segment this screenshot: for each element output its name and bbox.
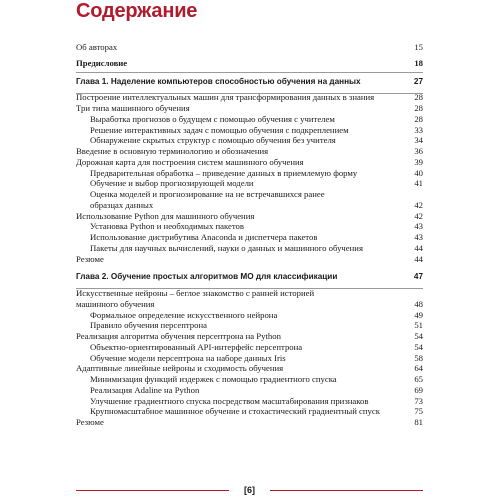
toc-entry-page: 69 bbox=[414, 384, 423, 395]
page-number: [6] bbox=[244, 485, 255, 495]
toc-entry-title: Реализация алгоритма обучения персептрона на Python bbox=[76, 331, 281, 341]
toc-entry-title: Использование Python для машинного обучения bbox=[76, 210, 255, 221]
toc-entry-title: Обучение и выбор прогнозирующей модели bbox=[90, 178, 254, 189]
toc-entry-title: Адаптивные линейные нейроны и сходимость обучения bbox=[76, 363, 284, 374]
toc-entry-title: Решение интерактивных задач с помощью обучения с подкреплением bbox=[90, 124, 349, 135]
toc-entry[interactable] bbox=[76, 146, 423, 157]
toc-entry-page: 54 bbox=[414, 331, 423, 341]
toc-entry-title: машинного обучения bbox=[76, 298, 155, 309]
toc-entry-title: Минимизация функций издержек с помощью градиентного спуска bbox=[90, 374, 337, 384]
toc-entry[interactable] bbox=[76, 417, 423, 428]
toc-entry-title: Предисловие bbox=[76, 57, 128, 68]
toc-entry-page: 65 bbox=[414, 374, 423, 384]
toc-subentry[interactable] bbox=[76, 189, 423, 200]
toc-subentry[interactable] bbox=[76, 243, 423, 254]
toc-subentry[interactable] bbox=[76, 178, 423, 189]
toc-entry-title: Реализация Adaline на Python bbox=[90, 384, 200, 395]
toc-entry-title: Улучшение градиентного спуска посредством масштабирования признаков bbox=[90, 395, 369, 406]
toc-entry-title: Выработка прогнозов о будущем с помощью обучения с учителем bbox=[90, 113, 335, 124]
toc-entry[interactable] bbox=[76, 157, 423, 168]
toc-entry-title: Пакеты для научных вычислений, науки о данных и машинного обучения bbox=[90, 242, 363, 253]
toc-entry[interactable] bbox=[76, 288, 423, 299]
toc-entry-page: 39 bbox=[414, 156, 423, 167]
toc-entry-page: 33 bbox=[414, 124, 423, 135]
toc-entry-page: 27 bbox=[413, 76, 423, 86]
toc-entry-title: Введение в основную терминологию и обозначения bbox=[76, 146, 269, 156]
toc-entry-page: 28 bbox=[414, 113, 423, 124]
toc-entry-page: 81 bbox=[414, 417, 423, 427]
toc-entry-page: 34 bbox=[414, 135, 423, 146]
toc-subentry[interactable] bbox=[76, 310, 423, 321]
toc-entry-title: Формальное определение искусственного нейрона bbox=[90, 309, 278, 320]
toc-entry-title: Обнаружение скрытых структур с помощью обучения без учителя bbox=[90, 135, 336, 146]
toc-subentry[interactable] bbox=[76, 374, 423, 385]
footer-rule bbox=[76, 490, 229, 491]
toc-entry[interactable] bbox=[76, 363, 423, 374]
toc-subentry[interactable] bbox=[76, 125, 423, 136]
toc-entry-title: Установка Python и необходимых пакетов bbox=[90, 221, 245, 232]
toc-entry-page: 75 bbox=[414, 406, 423, 417]
toc-entry-page: 64 bbox=[414, 363, 423, 374]
toc-entry-title: Оценка моделей и прогнозирование на не встречавшихся ранее bbox=[90, 189, 325, 199]
toc-entry-page: 36 bbox=[414, 146, 423, 156]
toc-subentry[interactable] bbox=[76, 168, 423, 179]
toc-entry-continued[interactable] bbox=[76, 299, 423, 310]
toc-subentry[interactable] bbox=[76, 114, 423, 125]
toc-entry-title: Предварительная обработка – приведение данных в приемлемую форму bbox=[90, 167, 358, 178]
toc-entry-page: 40 bbox=[414, 167, 423, 178]
toc-entry-title: образцах данных bbox=[90, 199, 154, 210]
toc-subentry[interactable] bbox=[76, 320, 423, 331]
toc-entry-title: Построение интеллектуальных машин для трансформирования данных в знания bbox=[76, 92, 375, 103]
toc-entry-page: 43 bbox=[414, 221, 423, 232]
toc-entry-title: Правило обучения персептрона bbox=[90, 320, 207, 331]
toc-entry[interactable] bbox=[76, 42, 423, 53]
toc-subentry[interactable] bbox=[76, 396, 423, 407]
toc-entry[interactable] bbox=[76, 92, 423, 103]
toc-entry-title: Об авторах bbox=[76, 42, 118, 52]
toc-entry-title: Резюме bbox=[76, 253, 104, 264]
toc-chapter[interactable] bbox=[76, 77, 423, 88]
toc-entry-page: 18 bbox=[414, 57, 423, 68]
toc-subentry[interactable] bbox=[76, 406, 423, 417]
toc-entry-page: 47 bbox=[413, 272, 423, 282]
toc-entry-page: 28 bbox=[414, 103, 423, 113]
toc-entry-page: 28 bbox=[414, 92, 423, 103]
toc-subentry[interactable] bbox=[76, 353, 423, 364]
toc-entry-title: Обучение модели персептрона на наборе данных Iris bbox=[90, 352, 286, 363]
toc-entry[interactable] bbox=[76, 103, 423, 114]
toc-entry-title: Использование дистрибутива Anaconda и диспетчера пакетов bbox=[90, 232, 318, 242]
toc-entry-page: 44 bbox=[414, 242, 423, 253]
toc-entry-title: Объектно-ориентированный API-интерфейс персептрона bbox=[90, 341, 303, 352]
toc-entry-page: 48 bbox=[414, 298, 423, 309]
toc-entry-title: Резюме bbox=[76, 417, 104, 427]
toc-entry-page: 43 bbox=[414, 232, 423, 242]
page-footer bbox=[76, 484, 423, 496]
page-title: Содержание bbox=[76, 0, 198, 22]
footer-rule bbox=[270, 490, 423, 491]
toc-entry-title: Дорожная карта для построения систем машинного обучения bbox=[76, 156, 304, 167]
toc-entry-page: 49 bbox=[414, 309, 423, 320]
toc-entry-page: 42 bbox=[414, 210, 423, 221]
toc-chapter-title: Глава 2. Обучение простых алгоритмов МО для классификации bbox=[76, 272, 338, 282]
toc-entry-page: 58 bbox=[414, 352, 423, 363]
toc-subentry[interactable] bbox=[76, 232, 423, 243]
toc-entry-title: Искусственные нейроны – беглое знакомство с ранней историей bbox=[76, 288, 315, 298]
toc-entry-page: 44 bbox=[414, 253, 423, 264]
toc-subentry[interactable] bbox=[76, 342, 423, 353]
toc-subentry[interactable] bbox=[76, 135, 423, 146]
toc-entry-page: 51 bbox=[414, 320, 423, 331]
toc-subentry-continued[interactable] bbox=[76, 200, 423, 211]
toc-entry-title: Крупномасштабное машинное обучение и стохастический градиентный спуск bbox=[90, 406, 380, 417]
toc-subentry[interactable] bbox=[76, 385, 423, 396]
toc-chapter[interactable] bbox=[76, 272, 423, 283]
toc-entry[interactable] bbox=[76, 211, 423, 222]
toc-entry[interactable] bbox=[76, 331, 423, 342]
toc-entry-page: 42 bbox=[414, 199, 423, 210]
toc-chapter-title: Глава 1. Наделение компьютеров способностью обучения на данных bbox=[76, 76, 361, 86]
toc-entry[interactable] bbox=[76, 58, 423, 69]
toc-subentry[interactable] bbox=[76, 221, 423, 232]
toc-entry-page: 41 bbox=[414, 178, 423, 189]
toc-entry-title: Три типа машинного обучения bbox=[76, 103, 190, 113]
toc-entry[interactable] bbox=[76, 254, 423, 265]
toc-entry-page: 54 bbox=[414, 341, 423, 352]
table-of-contents bbox=[76, 42, 423, 428]
toc-entry-page: 73 bbox=[414, 395, 423, 406]
toc-entry-page: 15 bbox=[414, 42, 423, 52]
